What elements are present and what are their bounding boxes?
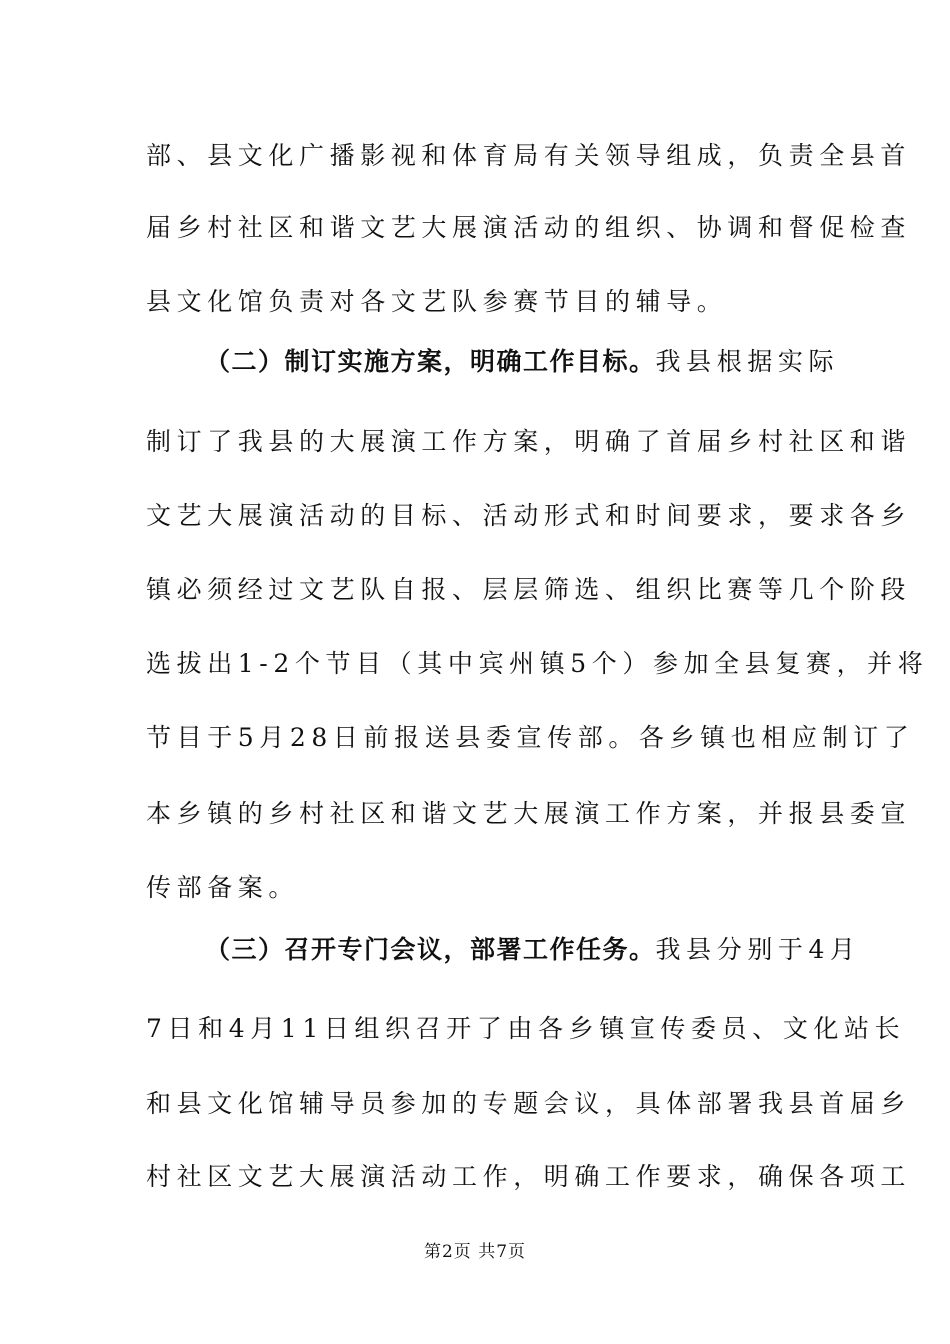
body-text: 我县分别于4月: [655, 935, 861, 964]
body-text-line: 选拔出1-2个节目（其中宾州镇5个）参加全县复赛，并将: [146, 649, 929, 678]
body-text-line: 节目于5月28日前报送县委宣传部。各乡镇也相应制订了: [146, 723, 915, 752]
body-text-line: 文艺大展演活动的目标、活动形式和时间要求，要求各乡: [146, 501, 912, 530]
body-text-line: 本乡镇的乡村社区和谐文艺大展演工作方案，并报县委宣: [146, 799, 912, 828]
section-heading: （三）召开专门会议，部署工作任务。: [205, 935, 656, 964]
body-text-line: 传部备案。: [146, 873, 300, 902]
body-text-line: 县文化馆负责对各文艺队参赛节目的辅导。: [146, 287, 728, 316]
body-text-line: 村社区文艺大展演活动工作，明确工作要求，确保各项工: [146, 1162, 912, 1191]
body-text-line: 镇必须经过文艺队自报、层层筛选、组织比赛等几个阶段: [146, 575, 912, 604]
body-text-line: 7日和4月11日组织召开了由各乡镇宣传委员、文化站长: [146, 1014, 906, 1043]
section-heading: （二）制订实施方案，明确工作目标。: [205, 347, 656, 376]
paragraph-first-line: [205, 933, 861, 967]
body-text-line: 和县文化馆辅导员参加的专题会议，具体部署我县首届乡: [146, 1089, 912, 1118]
body-text-line: 部、县文化广播影视和体育局有关领导组成，负责全县首: [146, 141, 912, 170]
paragraph-first-line: [205, 345, 840, 379]
page-footer: 第2页 共7页: [423, 1242, 527, 1262]
body-text-line: 制订了我县的大展演工作方案，明确了首届乡村社区和谐: [146, 427, 912, 456]
body-text: 我县根据实际: [655, 347, 840, 376]
body-text-line: 届乡村社区和谐文艺大展演活动的组织、协调和督促检查: [146, 213, 912, 242]
